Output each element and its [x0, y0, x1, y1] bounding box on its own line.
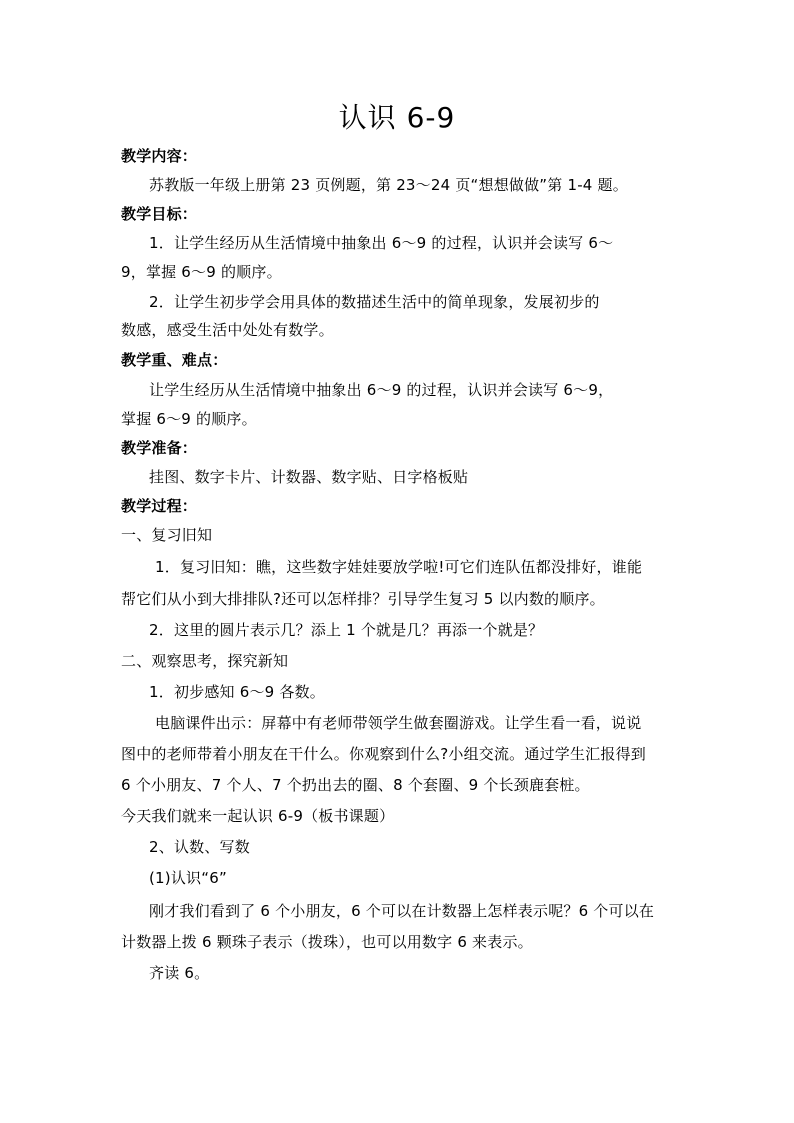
section-1-item-1-line-1: 1．复习旧知：瞧，这些数字娃娃要放学啦!可它们连队伍都没排好，谁能 — [155, 558, 643, 576]
section-2-item-1: 1．初步感知 6～9 各数。 — [149, 683, 325, 701]
preparation-text: 挂图、数字卡片、计数器、数字贴、日字格板贴 — [149, 468, 469, 486]
objective-2-line-1: 2．让学生初步学会用具体的数描述生活中的简单现象，发展初步的 — [149, 293, 600, 311]
objective-1-line-1: 1．让学生经历从生活情境中抽象出 6～9 的过程，认识并会读写 6～ — [149, 234, 614, 252]
key-points-line-1: 让学生经历从生活情境中抽象出 6～9 的过程，认识并会读写 6～9， — [149, 381, 614, 399]
section-2-paragraph-line-3: 6 个小朋友、7 个人、7 个扔出去的圈、8 个套圈、9 个长颈鹿套桩。 — [121, 776, 590, 794]
page-title: 认识 6-9 — [338, 101, 456, 134]
section-2-today: 今天我们就来一起认识 6-9（板书课题） — [121, 807, 395, 825]
section-2-paragraph-line-2: 图中的老师带着小朋友在干什么。你观察到什么?小组交流。通过学生汇报得到 — [121, 745, 646, 763]
content-text: 苏教版一年级上册第 23 页例题，第 23～24 页“想想做做”第 1-4 题。 — [149, 176, 628, 194]
section-1-title: 一、复习旧知 — [121, 526, 213, 544]
section-2-paragraph-line-1: 电脑课件出示：屏幕中有老师带领学生做套圈游戏。让学生看一看，说说 — [155, 714, 642, 732]
section-1-item-1-line-2: 帮它们从小到大排排队?还可以怎样排？引导学生复习 5 以内数的顺序。 — [121, 590, 605, 608]
process-heading: 教学过程： — [121, 497, 198, 515]
objectives-heading: 教学目标： — [121, 205, 198, 223]
section-2-sub-1-line-1: 刚才我们看到了 6 个小朋友，6 个可以在计数器上怎样表示呢？6 个可以在 — [149, 902, 655, 920]
section-2-sub-1-line-2: 计数器上拨 6 颗珠子表示（拨珠），也可以用数字 6 来表示。 — [121, 933, 533, 951]
section-2-sub-1-title: (1)认识“6” — [149, 869, 227, 887]
content-heading: 教学内容： — [121, 147, 198, 165]
section-2-item-2: 2、认数、写数 — [149, 838, 250, 856]
preparation-heading: 教学准备： — [121, 439, 198, 457]
section-1-item-2: 2．这里的圆片表示几？添上 1 个就是几？再添一个就是？ — [149, 621, 544, 639]
section-2-sub-1-line-3: 齐读 6。 — [149, 964, 210, 982]
objective-2-line-2: 数感，感受生活中处处有数学。 — [121, 321, 334, 339]
objective-1-line-2: 9，掌握 6～9 的顺序。 — [121, 263, 282, 281]
key-points-heading: 教学重、难点： — [121, 351, 228, 369]
section-2-title: 二、观察思考，探究新知 — [121, 652, 289, 670]
key-points-line-2: 掌握 6～9 的顺序。 — [121, 410, 257, 428]
